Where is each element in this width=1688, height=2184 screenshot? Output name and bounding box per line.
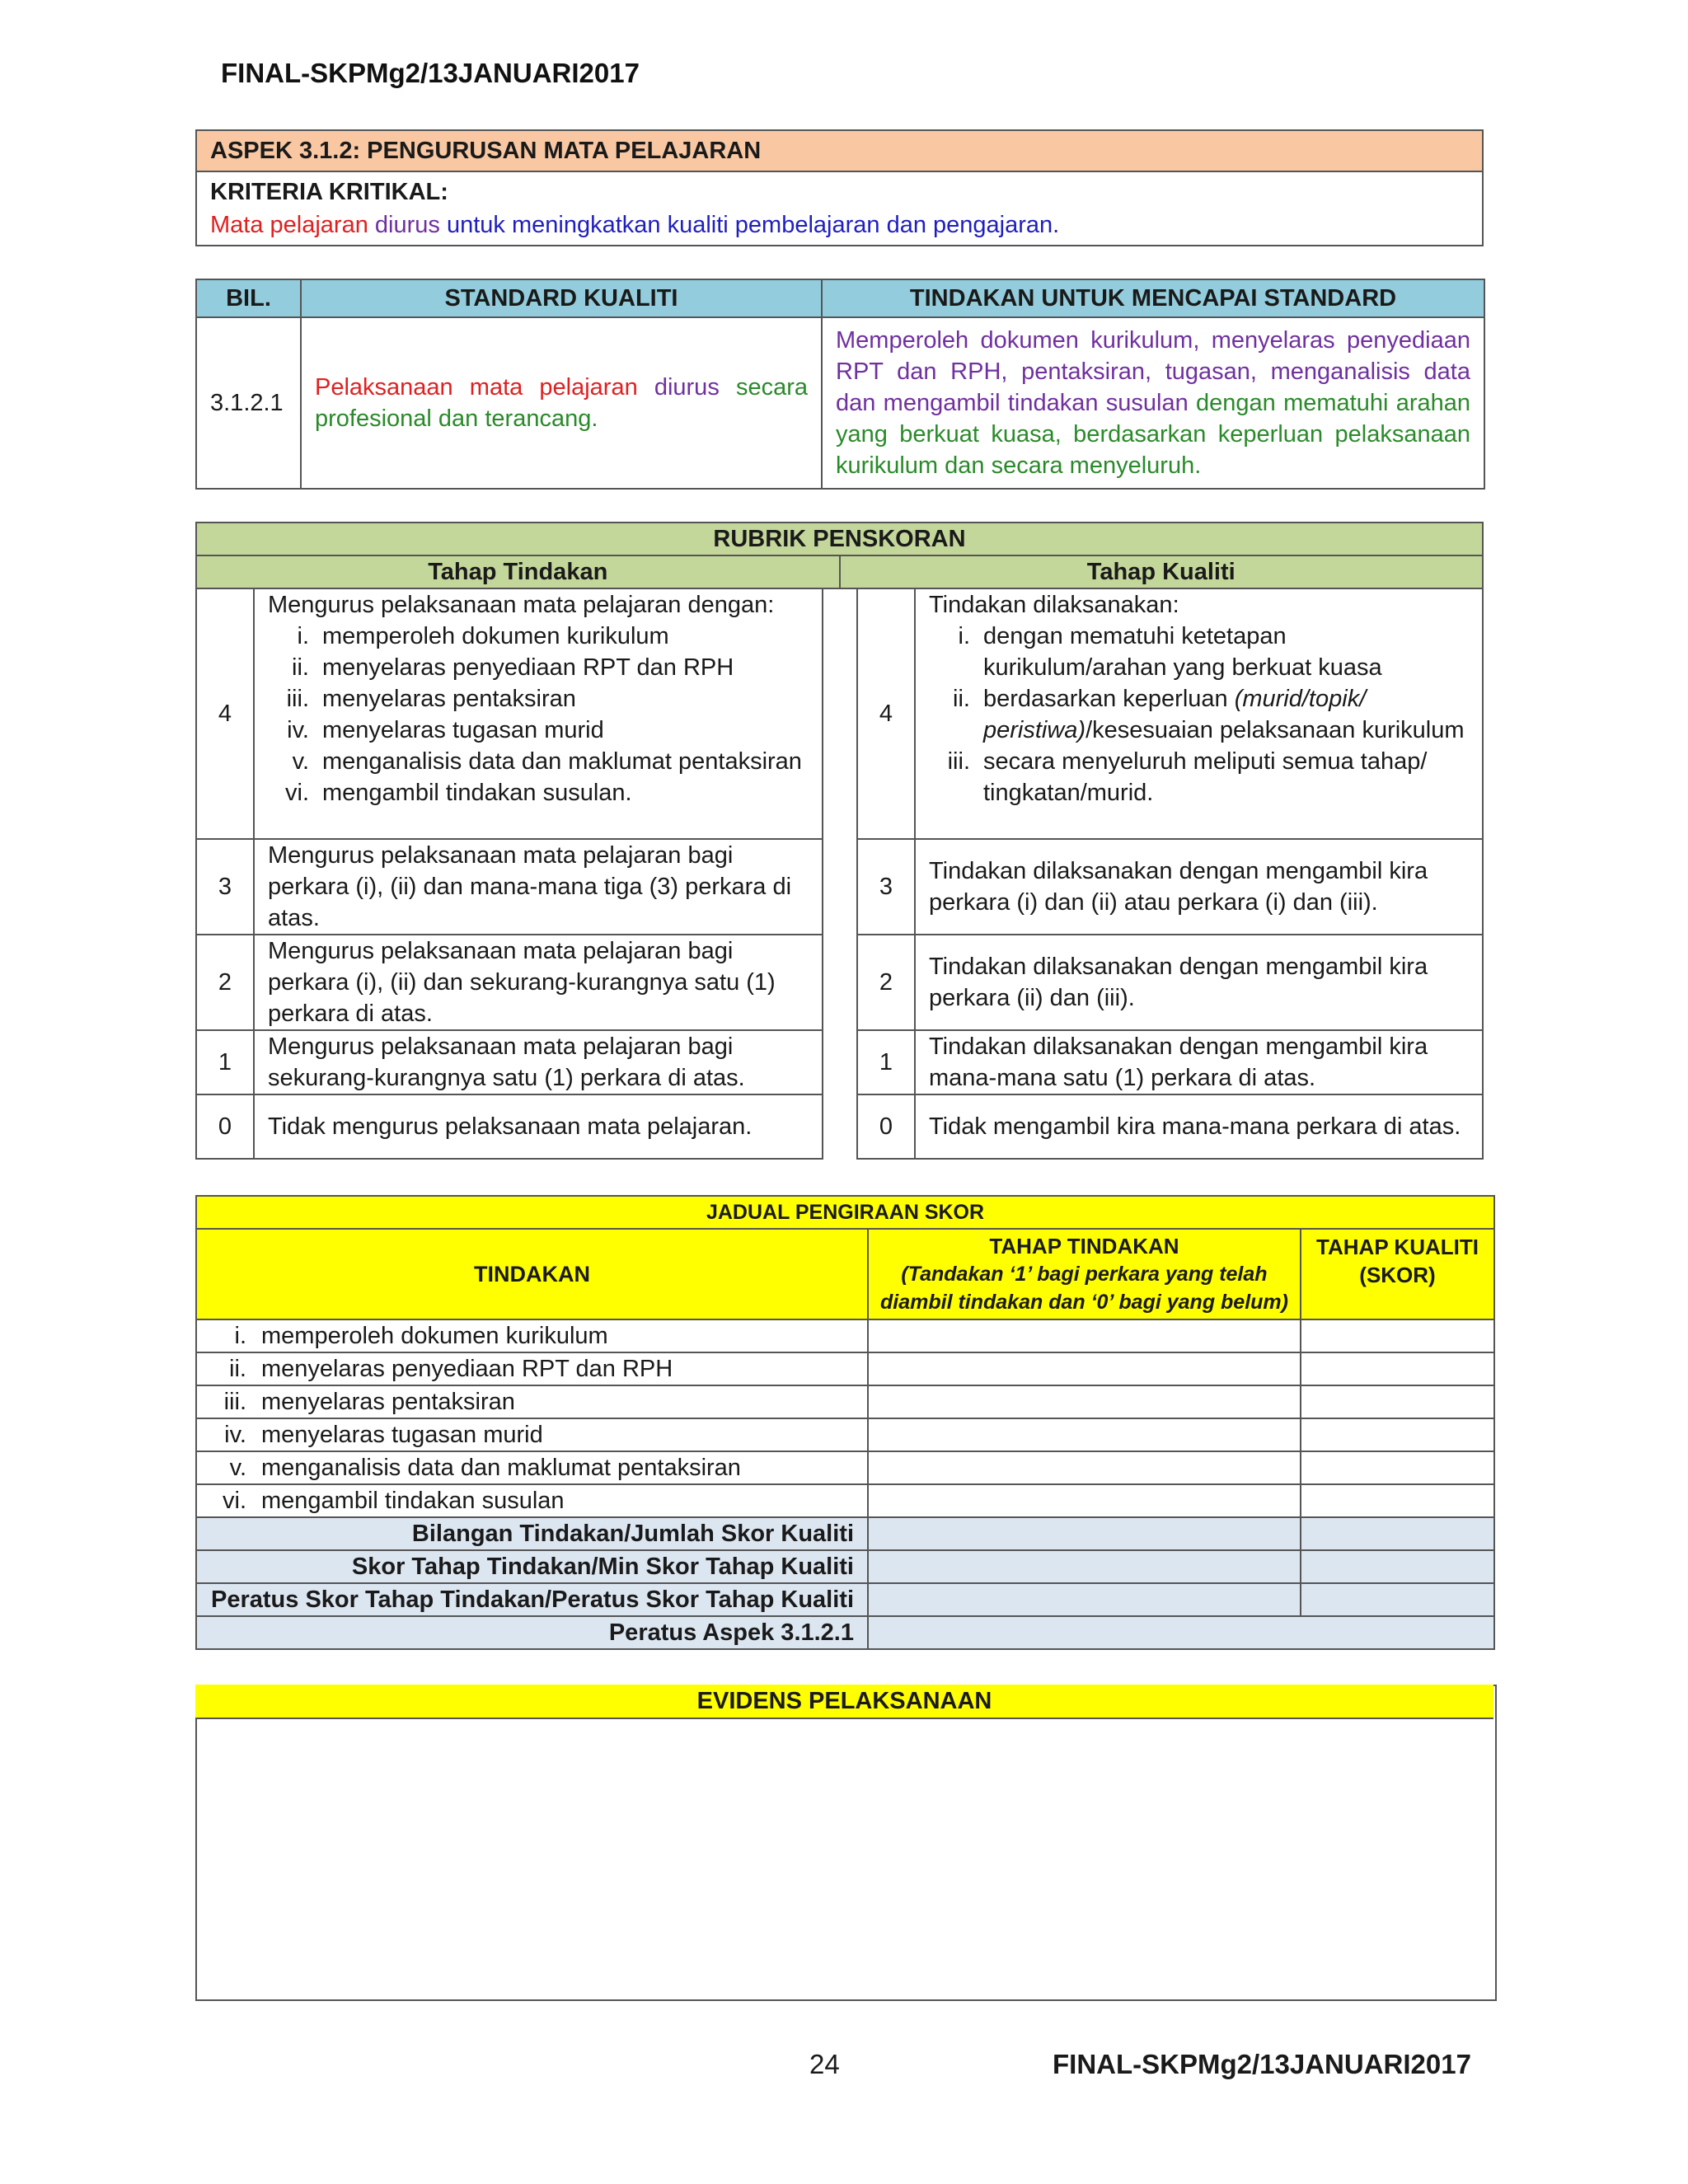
rubrik-header [195,522,1484,589]
evidens-box[interactable] [195,1685,1497,2001]
aspek-title: ASPEK 3.1.2: PENGURUSAN MATA PELAJARAN [196,130,1483,171]
summary-label: Skor Tahap Tindakan/Min Skor Tahap Kualiti [196,1550,868,1583]
table-row: v. menganalisis data dan maklumat pentaksiran [196,1451,868,1484]
jadual-title: JADUAL PENGIRAAN SKOR [196,1196,1494,1229]
standard-table [195,279,1485,490]
rubrik-right-intro: Tindakan dilaksanakan: [929,592,1179,618]
rubrik-right-score-3: 3 [857,839,915,935]
standard-bil: 3.1.2.1 [196,317,301,489]
list-item: ii. berdasarkan keperluan (murid/topik/ peristiwa)/kesesuaian pelaksanaan kurikulum [953,686,1465,743]
summary-label: Bilangan Tindakan/Jumlah Skor Kualiti [196,1517,868,1550]
peratus-aspek-label: Peratus Aspek 3.1.2.1 [196,1616,868,1649]
footer-code: FINAL-SKPMg2/13JANUARI2017 [1053,2049,1471,2079]
rubrik-right-score-0: 0 [857,1094,915,1159]
rubrik-right-level-3: Tindakan dilaksanakan dengan mengambil kira perkara (i) dan (ii) atau perkara (i) dan (iii). [915,839,1483,935]
list-item: iv. menyelaras tugasan murid [287,717,604,743]
input-cell[interactable] [1301,1583,1494,1616]
input-cell[interactable] [868,1583,1301,1616]
kriteria-text: Mata pelajaran diurus untuk meningkatkan kualiti pembelajaran dan pengajaran. [210,212,1060,238]
rubrik-left-level-4 [254,588,823,839]
kriteria-label: KRITERIA KRITIKAL: [210,179,448,205]
rubrik-right-level-1: Tindakan dilaksanakan dengan mengambil kira mana-mana satu (1) perkara di atas. [915,1030,1483,1094]
col-bil: BIL. [196,279,301,317]
list-item: vi. mengambil tindakan susulan. [285,780,632,806]
rubrik-left-score-4: 4 [196,588,254,839]
rubrik-right-table [856,588,1484,1160]
col-tahap-tindakan: TAHAP TINDAKAN (Tandakan ‘1’ bagi perkara yang telah diambil tindakan dan ‘0’ bagi yang belum) [868,1229,1301,1319]
rubrik-right-header: Tahap Kualiti [840,555,1484,588]
rubrik-left-level-1: Mengurus pelaksanaan mata pelajaran bagi sekurang-kurangnya satu (1) perkara di atas. [254,1030,823,1094]
summary-label: Peratus Skor Tahap Tindakan/Peratus Skor Tahap Kualiti [196,1583,868,1616]
jadual-pengiraan-skor [195,1195,1495,1650]
rubrik-right-level-0: Tidak mengambil kira mana-mana perkara di atas. [915,1094,1483,1159]
rubrik-left-level-3: Mengurus pelaksanaan mata pelajaran bagi perkara (i), (ii) dan mana-mana tiga (3) perkara di atas. [254,839,823,935]
input-cell[interactable] [868,1319,1301,1352]
page-number: 24 [809,2049,840,2079]
input-cell[interactable] [868,1616,1494,1649]
table-row: vi. mengambil tindakan susulan [196,1484,868,1517]
input-cell[interactable] [1301,1484,1494,1517]
input-cell[interactable] [868,1451,1301,1484]
col-tindakan-mencapai: TINDAKAN UNTUK MENCAPAI STANDARD [822,279,1484,317]
table-row: ii. menyelaras penyediaan RPT dan RPH [196,1352,868,1385]
rubrik-right-score-2: 2 [857,935,915,1030]
col-tindakan: TINDAKAN [196,1229,868,1319]
input-cell[interactable] [868,1550,1301,1583]
table-row: iii. menyelaras pentaksiran [196,1385,868,1418]
input-cell[interactable] [868,1418,1301,1451]
input-cell[interactable] [1301,1352,1494,1385]
rubrik-right-score-4: 4 [857,588,915,839]
input-cell[interactable] [868,1385,1301,1418]
list-item: i. dengan mematuhi ketetapan kurikulum/arahan yang berkuat kuasa [958,623,1382,681]
col-tahap-kualiti: TAHAP KUALITI (SKOR) [1301,1229,1494,1319]
list-item: v. menganalisis data dan maklumat pentaksiran [292,748,802,775]
rubrik-left-header: Tahap Tindakan [196,555,840,588]
input-cell[interactable] [1301,1418,1494,1451]
input-cell[interactable] [1301,1550,1494,1583]
list-item: iii. secara menyeluruh meliputi semua tahap/ tingkatan/murid. [947,748,1428,806]
list-item: iii. menyelaras pentaksiran [286,686,576,712]
input-cell[interactable] [1301,1517,1494,1550]
input-cell[interactable] [1301,1451,1494,1484]
input-cell[interactable] [1301,1319,1494,1352]
rubrik-right-level-4 [915,588,1483,839]
table-row: i. memperoleh dokumen kurikulum [196,1319,868,1352]
rubrik-right-level-2: Tindakan dilaksanakan dengan mengambil kira perkara (ii) dan (iii). [915,935,1483,1030]
rubrik-title: RUBRIK PENSKORAN [196,523,1483,555]
rubrik-left-intro: Mengurus pelaksanaan mata pelajaran dengan: [268,592,775,618]
kriteria-kritikal [196,171,1483,246]
rubrik-left-level-2: Mengurus pelaksanaan mata pelajaran bagi perkara (i), (ii) dan sekurang-kurangnya satu (1) perkara di atas. [254,935,823,1030]
rubrik-right-score-1: 1 [857,1030,915,1094]
rubrik-left-level-0: Tidak mengurus pelaksanaan mata pelajaran. [254,1094,823,1159]
rubrik-left-table [195,588,823,1160]
col-standard-kualiti: STANDARD KUALITI [301,279,822,317]
document-header-code: FINAL-SKPMg2/13JANUARI2017 [221,58,640,88]
input-cell[interactable] [868,1352,1301,1385]
standard-kualiti-text: Pelaksanaan mata pelajaran diurus secara profesional dan terancang. [301,317,822,489]
rubrik-left-score-3: 3 [196,839,254,935]
list-item: ii. menyelaras penyediaan RPT dan RPH [292,654,734,681]
rubrik-left-score-0: 0 [196,1094,254,1159]
table-row: iv. menyelaras tugasan murid [196,1418,868,1451]
input-cell[interactable] [1301,1385,1494,1418]
standard-tindakan-text: Memperoleh dokumen kurikulum, menyelaras penyediaan RPT dan RPH, pentaksiran, tugasan, menganalisis data dan mengambil tindakan susulan dengan mematuhi arahan yang berkuat kuasa, berdasarkan keperluan pelaksanaan kurikulum dan secara menyeluruh. [822,317,1484,489]
aspek-table [195,129,1484,246]
rubrik-left-score-1: 1 [196,1030,254,1094]
input-cell[interactable] [868,1484,1301,1517]
list-item: i. memperoleh dokumen kurikulum [297,623,669,649]
rubrik-left-score-2: 2 [196,935,254,1030]
evidens-title: EVIDENS PELAKSANAAN [195,1685,1493,1719]
input-cell[interactable] [868,1517,1301,1550]
